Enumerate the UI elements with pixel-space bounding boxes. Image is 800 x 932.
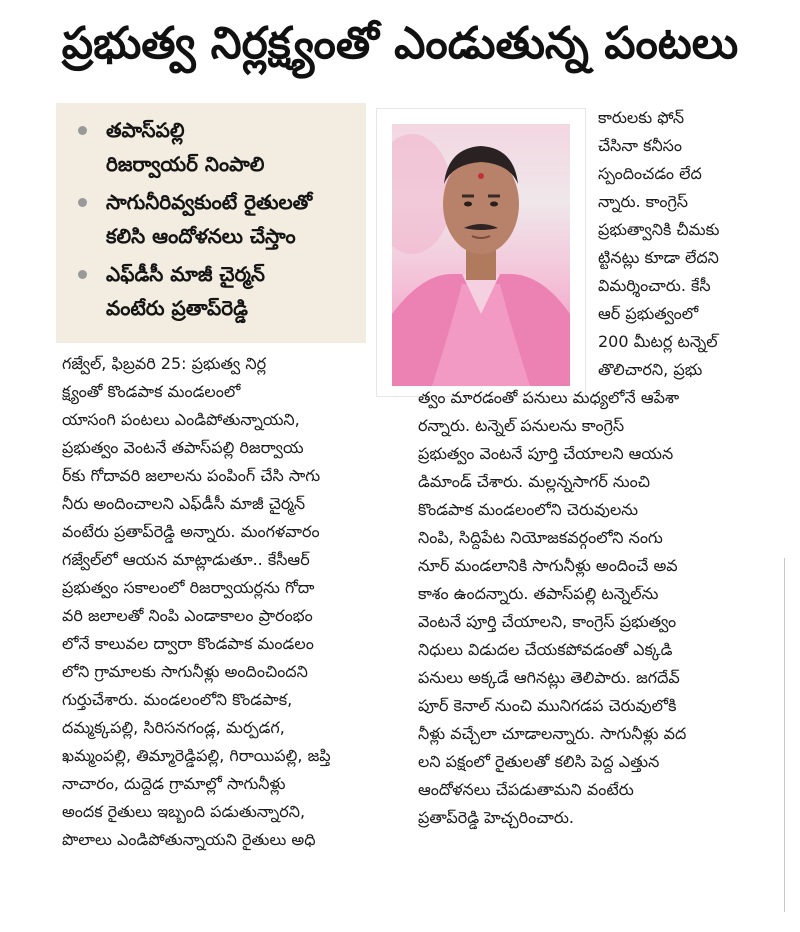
highlight-item: [78, 185, 360, 253]
highlight-line: కలిసి ఆందోళనలు చేస్తాం: [106, 224, 296, 248]
text-line: గజ్వేల్‌లో ఆయన మాట్లాడుతూ.. కేసీఆర్: [62, 550, 310, 569]
text-line: ప్రభుత్వం వెంటనే పూర్తి చేయాలని ఆయన: [418, 444, 674, 463]
text-line: యాసంగి పంటలు ఎండిపోతున్నాయని,: [62, 410, 300, 429]
text-line: ఆందోళనలు చేపడుతామని వంటేరు: [418, 780, 634, 799]
text-line: ట్టినట్లు కూడా లేదని: [598, 248, 719, 267]
text-line: వెంటనే పూర్తి చేయాలని, కాంగ్రెస్ ప్రభుత్వం: [418, 612, 677, 631]
highlight-item: [78, 113, 360, 181]
text-line: రన్నారు. టన్నెల్ పనులను కాంగ్రెస్: [418, 416, 625, 435]
text-line: 200 మీటర్ల టన్నెల్: [598, 332, 718, 351]
headline: ప్రభుత్వ నిర్లక్ష్యంతో ఎండుతున్న పంటలు: [61, 18, 739, 69]
text-line: కారులకు ఫోన్: [598, 108, 685, 127]
bullet-icon: [78, 198, 87, 207]
text-line: గజ్వేల్, ఫిబ్రవరి 25: ప్రభుత్వ నిర్ల: [62, 354, 267, 373]
highlight-item: [78, 257, 360, 325]
text-line: త్వం మారడంతో పనులు మధ్యలోనే ఆపేశా: [418, 388, 680, 407]
highlight-line: వంటేరు ప్రతాప్‌రెడ్డి: [106, 296, 248, 320]
text-line: క్ష్యంతో కొండపాక మండలంలో: [62, 382, 241, 401]
text-line: ప్రతాప్‌రెడ్డి హెచ్చరించారు.: [418, 808, 574, 827]
text-line: నింపి, సిద్దిపేట నియోజకవర్గంలోని నంగు: [418, 528, 663, 547]
text-line: లోనే కాలువల ద్వారా కొండపాక మండలం: [62, 634, 314, 653]
text-line: నీరు అందించాలని ఎఫ్‌డీసీ మాజీ చైర్మన్: [62, 494, 306, 513]
text-line: చేసినా కనీసం: [598, 136, 683, 155]
text-line: పనులు అక్కడే ఆగినట్లు తెలిపారు. జగదేవ్: [418, 668, 680, 687]
text-line: లని పక్షంలో రైతులతో కలిసి పెద్ద ఎత్తున: [418, 752, 660, 771]
text-line: డిమాండ్ చేశారు. మల్లన్నసాగర్ నుంచి: [418, 472, 651, 491]
text-line: పూర్ కెనాల్ నుంచి మునిగడప చెరువులోకి: [418, 696, 677, 715]
text-line: వంటేరు ప్రతాప్‌రెడ్డి అన్నారు. మంగళవారం: [62, 522, 320, 541]
text-line: కొండపాక మండలంలోని చెరువులను: [418, 500, 639, 519]
text-line: లోని గ్రామాలకు సాగునీళ్లు అందించిందని: [62, 662, 308, 681]
text-line: ర్‌కు గోదావరి జలాలను పంపింగ్ చేసి సాగు: [62, 466, 321, 485]
text-line: స్పందించడం లేద: [598, 164, 702, 183]
text-line: నీళ్లు వచ్చేలా చూడాలన్నారు. సాగునీళ్లు వద: [418, 724, 687, 743]
article-column-left: [62, 350, 394, 854]
text-line: విమర్శించారు. కేసీ: [598, 276, 711, 295]
text-line: పొలాలు ఎండిపోతున్నాయని రైతులు అధి: [62, 830, 316, 849]
text-line: నాచారం, దుద్దెడ గ్రామాల్లో సాగునీళ్లు: [62, 774, 286, 793]
highlights-box: [56, 103, 366, 343]
text-line: న్నారు. కాంగ్రెస్: [598, 192, 689, 211]
article-column-right-bottom: [418, 384, 778, 832]
bullet-icon: [78, 126, 87, 135]
text-line: వరి జలాలతో నింపి ఎండాకాలం ప్రారంభం: [62, 606, 313, 625]
text-line: ప్రభుత్వానికి చీమకు: [598, 220, 720, 239]
text-line: నూర్ మండలానికి సాగునీళ్లు అందించే అవ: [418, 556, 678, 575]
text-line: కాశం ఉందన్నారు. తపాస్‌పల్లి టన్నెల్‌ను: [418, 584, 659, 603]
highlight-line: ఎఫ్‌డీసీ మాజీ చైర్మన్: [106, 262, 265, 286]
bullet-icon: [78, 270, 87, 279]
text-line: ప్రభుత్వం వెంటనే తపాస్‌పల్లి రిజర్వాయ: [62, 438, 304, 457]
text-line: అందక రైతులు ఇబ్బంది పడుతున్నారని,: [62, 802, 306, 821]
text-line: ప్రభుత్వం సకాలంలో రిజర్వాయర్లను గోదా: [62, 578, 315, 597]
text-line: ఖమ్మంపల్లి, తిమ్మారెడ్డిపల్లి, గిరాయిపల్లి, జప్తి: [62, 746, 331, 765]
text-line: దమ్మక్కపల్లి, సిరిసనగండ్ల, మర్పడగ,: [62, 718, 285, 737]
highlight-line: తపాస్‌పల్లి: [106, 118, 185, 142]
text-line: తొలిచారని, ప్రభు: [598, 360, 703, 379]
divider: [784, 558, 785, 912]
text-line: ఆర్ ప్రభుత్వంలో: [598, 304, 699, 323]
text-line: నిధులు విడుదల చేయకపోవడంతో ఎక్కడి: [418, 640, 673, 659]
highlight-line: రిజర్వాయర్ నింపాలి: [106, 152, 265, 176]
article-column-right-top: [598, 104, 774, 384]
portrait-photo: [392, 124, 570, 386]
highlight-line: సాగునీరివ్వకుంటే రైతులతో: [106, 190, 313, 214]
portrait-photo-icon: [392, 124, 570, 386]
text-line: గుర్తుచేశారు. మండలంలోని కొండపాక,: [62, 690, 293, 709]
